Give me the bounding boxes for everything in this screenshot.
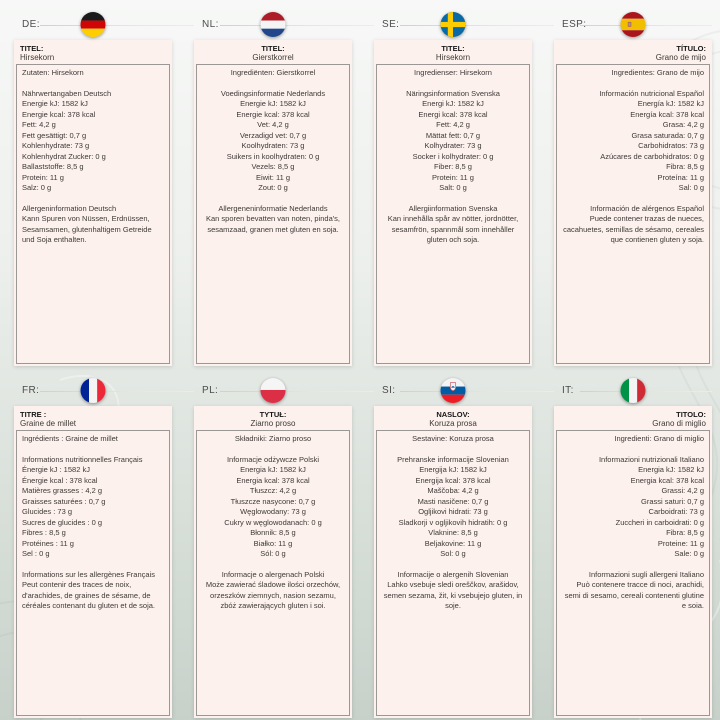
title-label: NASLOV: bbox=[436, 410, 470, 419]
allergen-header: Allergeninformation Deutsch bbox=[22, 203, 117, 213]
spacer bbox=[22, 79, 164, 89]
label-card bbox=[374, 40, 532, 366]
title-label: TÍTULO: bbox=[676, 44, 706, 53]
nutrition-line: Koolhydraten: 73 g bbox=[241, 141, 305, 150]
spacer bbox=[382, 79, 524, 89]
label-card bbox=[14, 40, 172, 366]
product-title: Grano di miglio bbox=[652, 419, 706, 428]
title-block bbox=[376, 42, 530, 64]
nutrition-line: Grasa: 4,2 g bbox=[662, 120, 704, 129]
header-divider-line bbox=[40, 391, 194, 392]
language-code-label: NL: bbox=[202, 19, 219, 30]
ingredients-line: Ingrédients : Graine de millet bbox=[22, 434, 118, 443]
france-flag-icon bbox=[81, 378, 106, 403]
nutrition-line: Proteine: 11 g bbox=[657, 538, 704, 548]
language-panel bbox=[194, 0, 352, 366]
nutrition-list bbox=[202, 99, 344, 194]
title-label: TYTUŁ: bbox=[259, 410, 287, 419]
language-panel bbox=[374, 0, 532, 366]
nutrition-list bbox=[562, 99, 704, 194]
germany-flag-icon bbox=[81, 12, 106, 37]
nutrition-line: Grasa saturada: 0,7 g bbox=[631, 130, 704, 140]
title-block bbox=[556, 408, 710, 430]
nutrition-line: Graisses saturées : 0,7 g bbox=[22, 496, 106, 506]
nutrition-line: Sale: 0 g bbox=[674, 549, 704, 558]
nutrition-line: Protein: 11 g bbox=[432, 172, 474, 182]
nutrition-line: Matières grasses : 4,2 g bbox=[22, 486, 103, 495]
spacer bbox=[562, 445, 704, 455]
spacer bbox=[562, 194, 704, 204]
nutrition-line: Énergie kcal : 378 kcal bbox=[22, 475, 98, 485]
allergen-text: Lahko vsebuje sledi oreščkov, arašidov, semen sezama, žit, ki vsebujejo gluten, in soje. bbox=[383, 580, 523, 610]
header-divider-line bbox=[220, 391, 374, 392]
nutrition-line: Ballaststoffe: 8,5 g bbox=[22, 162, 84, 171]
allergen-text: Kan innehålla spår av nötter, jordnötter, sesamfrön, spannmål som innehåller gluten och soja. bbox=[387, 214, 519, 244]
nutrition-header: Nährwertangaben Deutsch bbox=[22, 88, 112, 98]
language-code-label: IT: bbox=[562, 385, 574, 396]
spacer bbox=[562, 560, 704, 570]
nutrition-line: Kolhydrater: 73 g bbox=[424, 141, 482, 150]
language-code-label: DE: bbox=[22, 19, 40, 30]
nutrition-line: Energie kcal: 378 kcal bbox=[236, 109, 310, 119]
nutrition-line: Glucides : 73 g bbox=[22, 507, 73, 516]
ingredients-line: Zutaten: Hirsekorn bbox=[22, 68, 84, 77]
label-card bbox=[194, 40, 352, 366]
title-label: TITEL: bbox=[20, 44, 44, 53]
nutrition-line: Proteína: 11 g bbox=[657, 172, 704, 182]
nutrition-line: Carbohidratos: 73 g bbox=[638, 141, 704, 150]
panel-header bbox=[194, 10, 352, 40]
label-body bbox=[556, 64, 710, 364]
nutrition-line: Sol: 0 g bbox=[440, 549, 466, 558]
label-body bbox=[196, 430, 350, 716]
title-label: TITOLO: bbox=[676, 410, 706, 419]
nutrition-line: Ogljikovi hidrati: 73 g bbox=[418, 507, 488, 516]
title-block bbox=[376, 408, 530, 430]
spacer bbox=[562, 79, 704, 89]
nutrition-line: Energija kcal: 378 kcal bbox=[415, 475, 491, 485]
sweden-flag-icon bbox=[441, 12, 466, 37]
language-code-label: ESP: bbox=[562, 19, 587, 30]
header-divider-line bbox=[580, 391, 712, 392]
nutrition-line: Energie kJ: 1582 kJ bbox=[22, 99, 88, 108]
allergen-text: Peut contenir des traces de noix, d'arachides, de graines de sésame, de céréales contenant du gluten et de soja. bbox=[22, 580, 156, 610]
label-card bbox=[554, 40, 712, 366]
nutrition-line: Energie kcal: 378 kcal bbox=[22, 109, 96, 119]
nutrition-line: Vlaknine: 8,5 g bbox=[428, 528, 478, 537]
panel-header bbox=[554, 10, 712, 40]
nutrition-header: Informations nutritionnelles Français bbox=[22, 454, 143, 464]
nutrition-list bbox=[382, 465, 524, 560]
allergen-text: Può contenere tracce di noci, arachidi, semi di sesamo, cereali contenenti glutine e soia. bbox=[564, 580, 704, 610]
allergen-header: Informations sur les allergènes Français bbox=[22, 569, 155, 579]
nutrition-line: Maščoba: 4,2 g bbox=[427, 486, 479, 495]
label-body bbox=[16, 64, 170, 364]
header-divider-line bbox=[400, 25, 554, 26]
product-title: Gierstkorrel bbox=[252, 53, 294, 62]
nutrition-line: Socker i kolhydrater: 0 g bbox=[412, 151, 494, 161]
allergen-text: Może zawierać śladowe ilości orzechów, orzeszków ziemnych, nasion sezamu, zbóż zawierających gluten i soi. bbox=[205, 580, 341, 610]
nutrition-line: Salt: 0 g bbox=[439, 183, 467, 192]
title-block bbox=[16, 408, 170, 430]
panel-header bbox=[554, 376, 712, 406]
nutrition-list bbox=[382, 99, 524, 194]
language-panel bbox=[14, 0, 172, 366]
nutrition-line: Energia kcal: 378 kcal bbox=[236, 475, 310, 485]
product-title: Grano de mijo bbox=[655, 53, 706, 62]
product-title: Graine de millet bbox=[20, 419, 77, 428]
label-body bbox=[376, 64, 530, 364]
header-divider-line bbox=[400, 391, 554, 392]
title-block bbox=[196, 42, 350, 64]
nutrition-line: Energi kcal: 378 kcal bbox=[418, 109, 488, 119]
nutrition-line: Suikers in koolhydraten: 0 g bbox=[226, 151, 320, 161]
ingredients-line: Sestavine: Koruza prosa bbox=[412, 434, 494, 443]
nutrition-line: Kohlenhydrate: 73 g bbox=[22, 141, 90, 150]
nutrition-line: Fiber: 8,5 g bbox=[434, 162, 472, 171]
nutrition-line: Fett gesättigt: 0,7 g bbox=[22, 130, 87, 140]
spacer bbox=[22, 445, 164, 455]
label-card bbox=[194, 406, 352, 718]
product-title: Hirsekorn bbox=[20, 53, 55, 62]
nutrition-line: Cukry w węglowodanach: 0 g bbox=[224, 517, 322, 527]
netherlands-flag-icon bbox=[261, 12, 286, 37]
nutrition-line: Białko: 11 g bbox=[253, 538, 293, 548]
nutrition-header: Näringsinformation Svenska bbox=[406, 88, 500, 98]
ingredients-line: Ingrediënten: Gierstkorrel bbox=[230, 68, 316, 77]
nutrition-list bbox=[562, 465, 704, 560]
nutrition-line: Energija kJ: 1582 kJ bbox=[419, 465, 487, 474]
language-code-label: SI: bbox=[382, 385, 396, 396]
title-label: TITRE : bbox=[20, 410, 47, 419]
panel-header bbox=[194, 376, 352, 406]
product-title: Koruza prosa bbox=[429, 419, 477, 428]
nutrition-line: Energía kcal: 378 kcal bbox=[630, 109, 704, 119]
label-card bbox=[554, 406, 712, 718]
nutrition-line: Grassi: 4,2 g bbox=[661, 486, 704, 495]
nutrition-line: Eiwit: 11 g bbox=[255, 172, 291, 182]
nutrition-list bbox=[202, 465, 344, 560]
nutrition-line: Kohlenhydrat Zucker: 0 g bbox=[22, 151, 106, 161]
allergen-text: Puede contener trazas de nueces, cacahuetes, semillas de sésamo, cereales que contienen gluten y soja. bbox=[563, 214, 704, 244]
nutrition-header: Voedingsinformatie Nederlands bbox=[220, 88, 326, 98]
nutrition-line: Beljakovine: 11 g bbox=[424, 538, 482, 548]
ingredients-line: Ingredienser: Hirsekorn bbox=[414, 68, 492, 77]
nutrition-line: Énergie kJ : 1582 kJ bbox=[22, 465, 90, 474]
nutrition-line: Błonnik: 8,5 g bbox=[250, 528, 296, 537]
nutrition-line: Tłuszcze nasycone: 0,7 g bbox=[230, 496, 316, 506]
title-label: TITEL: bbox=[441, 44, 465, 53]
allergen-text: Kann Spuren von Nüssen, Erdnüssen, Sesamsamen, glutenhaltigem Getreide und Soja enthalten. bbox=[22, 214, 152, 244]
allergen-header: Informazioni sugli allergeni Italiano bbox=[588, 569, 704, 579]
title-label: TITEL: bbox=[261, 44, 285, 53]
nutrition-line: Fibra: 8,5 g bbox=[666, 162, 704, 171]
nutrition-line: Sucres de glucides : 0 g bbox=[22, 517, 103, 527]
nutrition-line: Energia kJ: 1582 kJ bbox=[638, 465, 704, 474]
nutrition-line: Sal: 0 g bbox=[678, 183, 704, 192]
nutrition-line: Tłuszcz: 4,2 g bbox=[249, 486, 297, 495]
panel-header bbox=[374, 10, 532, 40]
nutrition-line: Węglowodany: 73 g bbox=[240, 507, 306, 516]
spacer bbox=[382, 445, 524, 455]
ingredients-line: Ingredientes: Grano de mijo bbox=[611, 68, 704, 77]
allergen-header: Allergiinformation Svenska bbox=[408, 203, 498, 213]
panel-header bbox=[14, 376, 172, 406]
nutrition-line: Sel : 0 g bbox=[22, 549, 50, 558]
allergen-header: Informacje o alergenach Polski bbox=[221, 569, 325, 579]
nutrition-line: Zout: 0 g bbox=[258, 183, 288, 192]
spacer bbox=[22, 194, 164, 204]
row-bottom bbox=[0, 366, 720, 718]
language-panel bbox=[194, 366, 352, 718]
slovenia-flag-icon bbox=[441, 378, 466, 403]
language-panel bbox=[374, 366, 532, 718]
label-body bbox=[16, 430, 170, 716]
spacer bbox=[22, 560, 164, 570]
spacer bbox=[202, 445, 344, 455]
spacer bbox=[382, 194, 524, 204]
nutrition-line: Fett: 4,2 g bbox=[436, 120, 470, 129]
label-body bbox=[196, 64, 350, 364]
allergen-header: Información de alérgenos Español bbox=[590, 203, 704, 213]
nutrition-line: Vezels: 8,5 g bbox=[251, 162, 295, 171]
ingredients-line: Składniki: Ziarno proso bbox=[234, 434, 312, 443]
language-panel bbox=[554, 0, 712, 366]
nutrition-line: Protein: 11 g bbox=[22, 172, 64, 182]
spacer bbox=[202, 560, 344, 570]
nutrition-line: Salz: 0 g bbox=[22, 183, 52, 192]
italy-flag-icon bbox=[621, 378, 646, 403]
panel-header bbox=[374, 376, 532, 406]
label-body bbox=[556, 430, 710, 716]
spacer bbox=[202, 79, 344, 89]
nutrition-line: Energi kJ: 1582 kJ bbox=[422, 99, 484, 108]
label-card bbox=[374, 406, 532, 718]
ingredients-line: Ingredienti: Grano di miglio bbox=[614, 434, 704, 443]
nutrition-line: Protéines : 11 g bbox=[22, 538, 74, 548]
poland-flag-icon bbox=[261, 378, 286, 403]
nutrition-line: Energie kJ: 1582 kJ bbox=[240, 99, 306, 108]
nutrition-line: Mättat fett: 0,7 g bbox=[425, 130, 481, 140]
nutrition-line: Azúcares de carbohidratos: 0 g bbox=[600, 151, 704, 161]
nutrition-line: Fibres : 8,5 g bbox=[22, 528, 66, 537]
nutrition-line: Grassi saturi: 0,7 g bbox=[641, 496, 704, 506]
nutrition-line: Energia kJ: 1582 kJ bbox=[240, 465, 306, 474]
nutrition-line: Energía kJ: 1582 kJ bbox=[637, 99, 704, 108]
spain-flag-icon bbox=[621, 12, 646, 37]
label-body bbox=[376, 430, 530, 716]
title-block bbox=[556, 42, 710, 64]
language-code-label: SE: bbox=[382, 19, 400, 30]
nutrition-line: Sladkorji v ogljikovih hidratih: 0 g bbox=[398, 517, 508, 527]
title-block bbox=[196, 408, 350, 430]
nutrition-line: Carboidrati: 73 g bbox=[648, 507, 704, 516]
nutrition-header: Informazioni nutrizionali Italiano bbox=[598, 454, 704, 464]
nutrition-line: Masti nasičene: 0,7 g bbox=[417, 496, 489, 506]
language-code-label: PL: bbox=[202, 385, 219, 396]
nutrition-line: Fett: 4,2 g bbox=[22, 120, 56, 129]
header-divider-line bbox=[580, 25, 712, 26]
language-panel bbox=[554, 366, 712, 718]
nutrition-line: Vet: 4,2 g bbox=[257, 120, 289, 129]
header-divider-line bbox=[40, 25, 194, 26]
spacer bbox=[382, 560, 524, 570]
allergen-header: Allergeneninformatie Nederlands bbox=[218, 203, 328, 213]
nutrition-line: Zuccheri in carboidrati: 0 g bbox=[615, 517, 704, 527]
nutrition-line: Verzadigd vet: 0,7 g bbox=[239, 130, 307, 140]
label-card bbox=[14, 406, 172, 718]
allergen-header: Informacije o alergenih Slovenian bbox=[397, 569, 509, 579]
nutrition-header: Prehranske informacije Slovenian bbox=[397, 454, 509, 464]
product-title: Ziarno proso bbox=[250, 419, 296, 428]
spacer bbox=[202, 194, 344, 204]
nutrition-list bbox=[22, 99, 164, 194]
language-code-label: FR: bbox=[22, 385, 40, 396]
nutrition-line: Sól: 0 g bbox=[260, 549, 286, 558]
nutrition-line: Fibra: 8,5 g bbox=[666, 528, 704, 537]
title-block bbox=[16, 42, 170, 64]
nutrition-list bbox=[22, 465, 164, 560]
nutrition-header: Información nutricional Español bbox=[599, 88, 704, 98]
panel-header bbox=[14, 10, 172, 40]
nutrition-line: Energia kcal: 378 kcal bbox=[630, 475, 704, 485]
allergen-text: Kan sporen bevatten van noten, pinda's, sesamzaad, granen met gluten en soja. bbox=[205, 214, 341, 234]
nutrition-header: Informacje odżywcze Polski bbox=[226, 454, 320, 464]
language-panel bbox=[14, 366, 172, 718]
product-title: Hirsekorn bbox=[435, 53, 471, 62]
header-divider-line bbox=[220, 25, 374, 26]
